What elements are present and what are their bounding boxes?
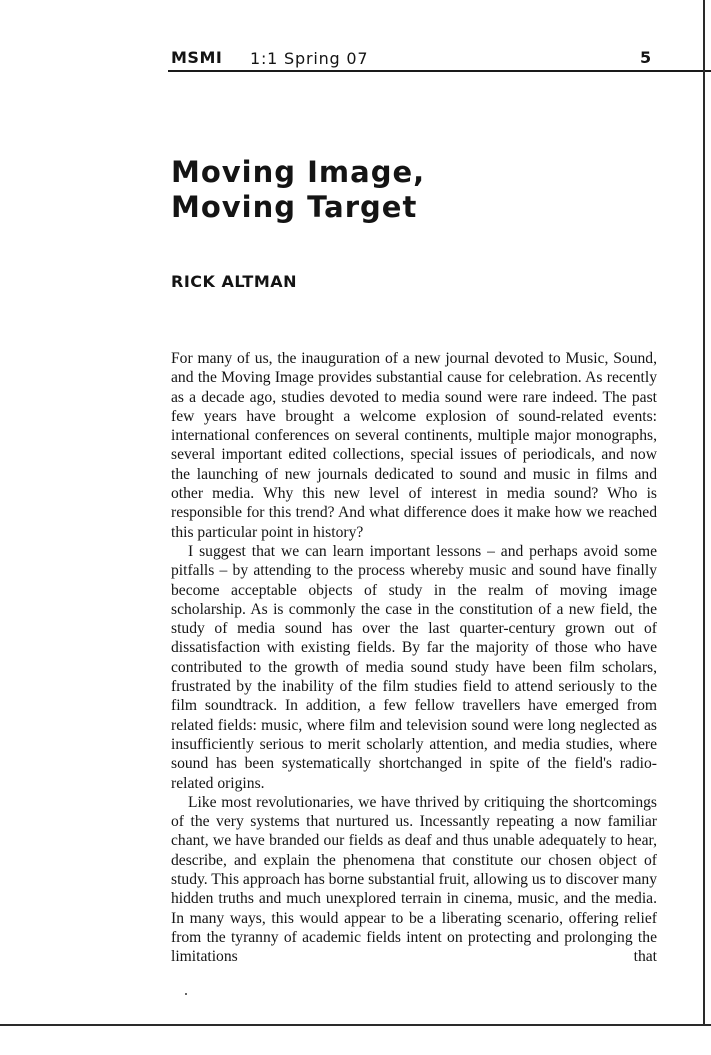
article-title [171, 155, 571, 225]
page-bottom-edge [0, 1024, 711, 1026]
paragraph: I suggest that we can learn important lessons – and perhaps avoid some pitfalls – by attending to the process whereby music and sound have finally become acceptable objects of study in the realm of moving image scholarship. As is commonly the case in the constitution of a new field, the study of media sound has over the last quarter-century grown out of dissatisfaction with existing fields. By far the majority of those who have contributed to the growth of media sound study have been film scholars, frustrated by the inability of the film studies field to attend seriously to the film soundtrack. In addition, a few fellow travellers have emerged from related fields: music, where film and television sound were long neglected as insufficiently serious to merit scholarly attention, and media studies, where sound has been systematically shortchanged in spite of the field's radio-related origins. [171, 542, 657, 792]
title-line-1: Moving Image, [171, 155, 426, 189]
page-number: 5 [640, 48, 652, 67]
journal-name: MSMI [171, 48, 223, 67]
page-edge [703, 0, 705, 1026]
paragraph: For many of us, the inauguration of a new journal devoted to Music, Sound, and the Moving Image provides substantial cause for celebration. As recently as a decade ago, studies devoted to media sound were rare indeed. The past few years have brought a welcome explosion of sound-related events: international conferences on several continents, multiple major monographs, several important edited collections, special issues of periodicals, and now the launching of new journals dedicated to sound and music in films and other media. Why this new level of interest in media sound? Who is responsible for this trend? And what difference does it make how we reached this particular point in history? [171, 350, 657, 541]
scan-speck [185, 993, 187, 995]
article-body [171, 349, 657, 967]
issue-label: 1:1 Spring 07 [250, 49, 369, 68]
paragraph: Like most revolutionaries, we have thrived by critiquing the shortcomings of the very systems that nurtured us. Incessantly repeating a now familiar chant, we have branded our fields as deaf and thus unable adequately to hear, describe, and explain the phenomena that constitute our chosen object of study. This approach has borne substantial fruit, allowing us to discover many hidden truths and much unexplored terrain in cinema, music, and the media. In many ways, this would appear to be a liberating scenario, offering relief from the tyranny of academic fields intent on protecting and prolonging the limitations that [171, 793, 657, 966]
header-rule [168, 70, 711, 72]
article-author: RICK ALTMAN [171, 272, 298, 291]
title-line-2: Moving Target [171, 190, 418, 224]
